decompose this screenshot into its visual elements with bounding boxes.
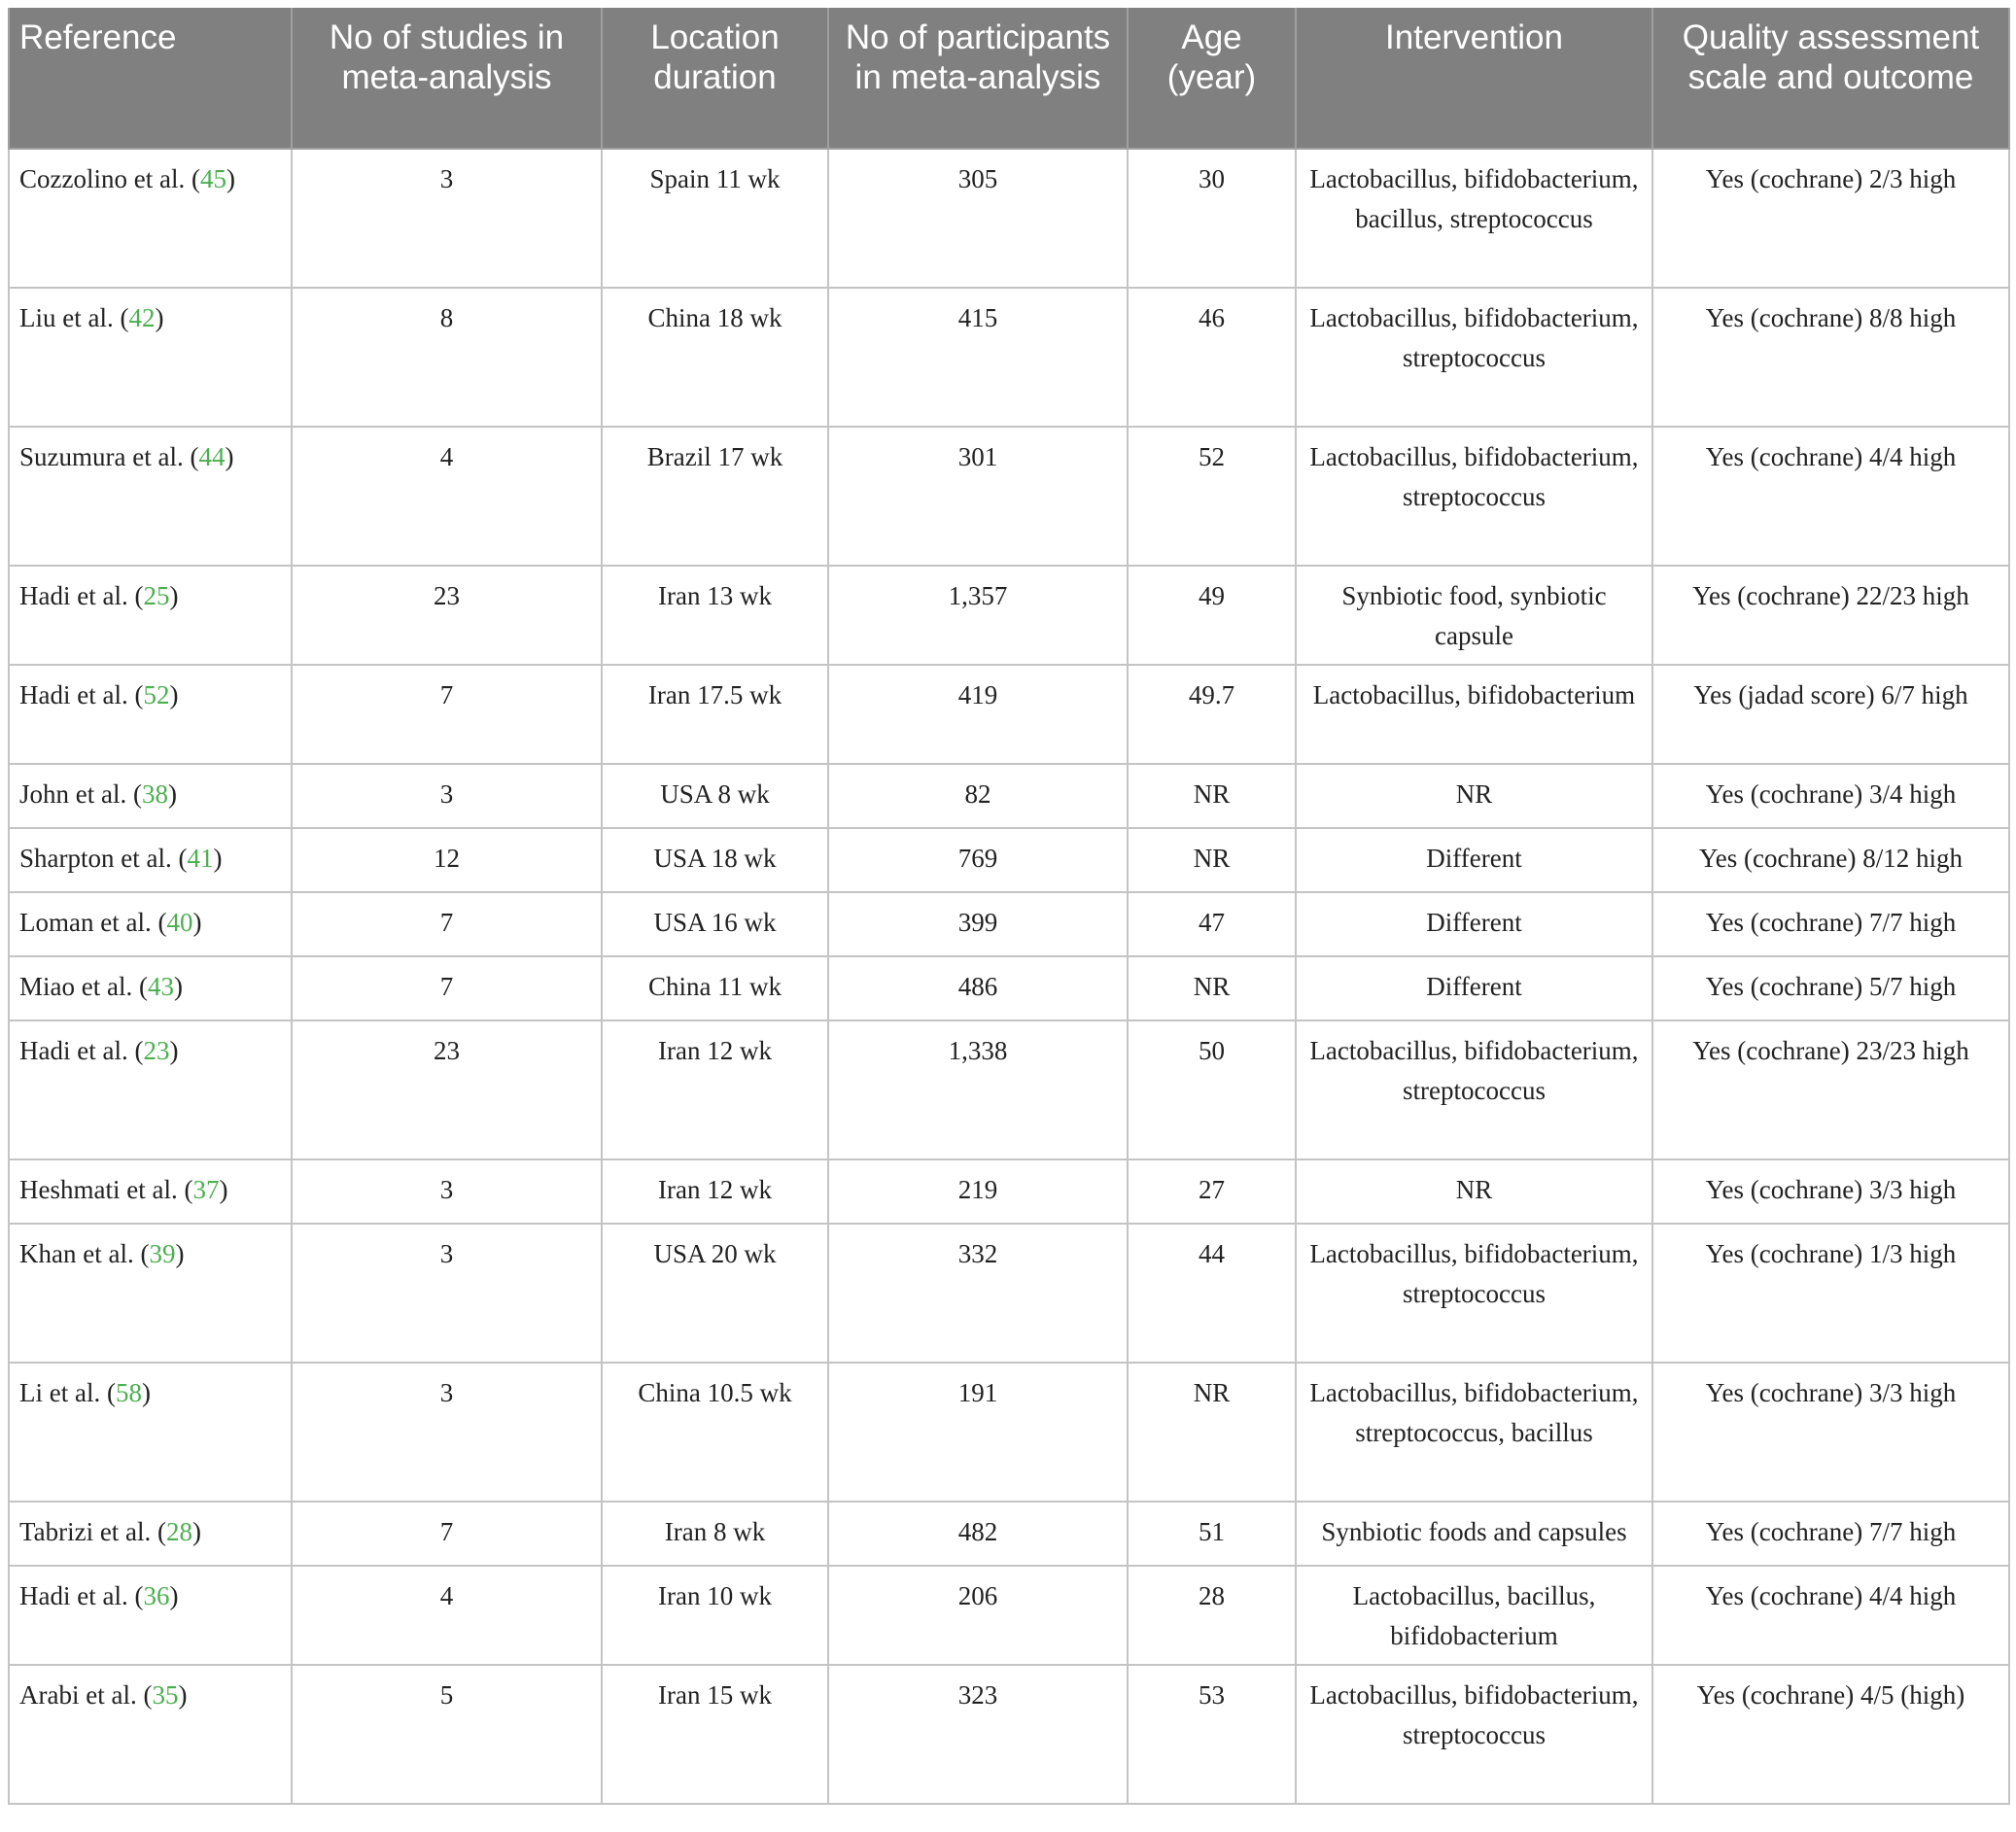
paren-open: ( (126, 779, 142, 809)
quality-cell: Yes (cochrane) 3/3 high (1652, 1363, 2009, 1502)
reference-cell (9, 1224, 292, 1363)
paren-open: ( (183, 442, 199, 471)
citation-link[interactable]: 43 (147, 972, 174, 1001)
location-cell: Iran 15 wk (602, 1665, 828, 1804)
table-body (9, 149, 2009, 1804)
paren-close: ) (155, 303, 164, 332)
table-row (9, 288, 2009, 427)
citation-link[interactable]: 36 (143, 1581, 170, 1610)
quality-cell: Yes (cochrane) 3/4 high (1652, 764, 2009, 828)
table-row (9, 956, 2009, 1020)
quality-cell: Yes (cochrane) 5/7 high (1652, 956, 2009, 1020)
age-cell: 53 (1128, 1665, 1296, 1804)
studies-cell: 8 (292, 288, 602, 427)
quality-cell: Yes (cochrane) 23/23 high (1652, 1020, 2009, 1159)
intervention-cell: Different (1296, 956, 1652, 1020)
participants-cell: 486 (828, 956, 1128, 1020)
quality-cell: Yes (cochrane) 4/4 high (1652, 1566, 2009, 1665)
table-row (9, 566, 2009, 665)
studies-cell: 3 (292, 1363, 602, 1502)
intervention-cell: NR (1296, 1159, 1652, 1224)
author-name: Liu et al. (19, 303, 114, 332)
citation-link[interactable]: 23 (143, 1036, 170, 1065)
intervention-cell: NR (1296, 764, 1652, 828)
intervention-cell: Lactobacillus, bifidobacterium, streptococcus, bacillus (1296, 1363, 1652, 1502)
paren-open: ( (113, 303, 129, 332)
paren-open: ( (132, 972, 148, 1001)
paren-close: ) (167, 779, 177, 809)
table-row (9, 427, 2009, 566)
header-location: Location duration (602, 8, 828, 149)
age-cell: 50 (1128, 1020, 1296, 1159)
quality-cell: Yes (cochrane) 7/7 high (1652, 1502, 2009, 1566)
studies-cell: 7 (292, 892, 602, 956)
reference-cell (9, 956, 292, 1020)
table-row (9, 1502, 2009, 1566)
author-name: Hadi et al. (19, 581, 128, 610)
reference-cell (9, 764, 292, 828)
table-row (9, 1566, 2009, 1665)
intervention-cell: Lactobacillus, bifidobacterium, streptococcus (1296, 1020, 1652, 1159)
intervention-cell: Lactobacillus, bifidobacterium, bacillus, streptococcus (1296, 149, 1652, 288)
intervention-cell: Lactobacillus, bifidobacterium, streptococcus (1296, 288, 1652, 427)
age-cell: NR (1128, 764, 1296, 828)
author-name: Loman et al. (19, 908, 152, 937)
paren-open: ( (177, 1175, 193, 1204)
quality-cell: Yes (cochrane) 7/7 high (1652, 892, 2009, 956)
reference-cell (9, 665, 292, 764)
quality-cell: Yes (cochrane) 1/3 high (1652, 1224, 2009, 1363)
studies-cell: 23 (292, 566, 602, 665)
citation-link[interactable]: 35 (152, 1680, 179, 1710)
studies-cell: 3 (292, 149, 602, 288)
paren-open: ( (127, 1036, 144, 1065)
citation-link[interactable]: 39 (149, 1239, 176, 1268)
header-intervention: Intervention (1296, 8, 1652, 149)
quality-cell: Yes (cochrane) 4/5 (high) (1652, 1665, 2009, 1804)
table-row (9, 764, 2009, 828)
paren-close: ) (213, 844, 223, 873)
location-cell: Iran 8 wk (602, 1502, 828, 1566)
reference-cell (9, 1665, 292, 1804)
paren-close: ) (173, 972, 183, 1001)
location-cell: China 10.5 wk (602, 1363, 828, 1502)
age-cell: 49 (1128, 566, 1296, 665)
reference-cell (9, 1020, 292, 1159)
table-row (9, 1020, 2009, 1159)
studies-cell: 5 (292, 1665, 602, 1804)
reference-cell (9, 1363, 292, 1502)
participants-cell: 415 (828, 288, 1128, 427)
studies-cell: 3 (292, 1224, 602, 1363)
age-cell: 30 (1128, 149, 1296, 288)
location-cell: Iran 10 wk (602, 1566, 828, 1665)
author-name: Sharpton et al. (19, 844, 172, 873)
reference-cell (9, 288, 292, 427)
participants-cell: 301 (828, 427, 1128, 566)
studies-cell: 4 (292, 427, 602, 566)
reference-cell (9, 427, 292, 566)
table-row (9, 1363, 2009, 1502)
location-cell: USA 20 wk (602, 1224, 828, 1363)
paren-close: ) (178, 1680, 188, 1710)
author-name: Cozzolino et al. (19, 164, 186, 193)
paren-open: ( (151, 908, 167, 937)
location-cell: China 18 wk (602, 288, 828, 427)
meta-analysis-table (8, 8, 2010, 1805)
table-row (9, 1224, 2009, 1363)
participants-cell: 206 (828, 1566, 1128, 1665)
quality-cell: Yes (cochrane) 8/12 high (1652, 828, 2009, 892)
author-name: Hadi et al. (19, 1581, 128, 1610)
intervention-cell: Lactobacillus, bifidobacterium, streptococcus (1296, 1224, 1652, 1363)
studies-cell: 4 (292, 1566, 602, 1665)
paren-close: ) (169, 680, 179, 709)
citation-link[interactable]: 28 (166, 1517, 193, 1546)
age-cell: NR (1128, 956, 1296, 1020)
studies-cell: 23 (292, 1020, 602, 1159)
paren-close: ) (192, 1517, 202, 1546)
quality-cell: Yes (cochrane) 2/3 high (1652, 149, 2009, 288)
header-participants: No of participants in meta-analysis (828, 8, 1128, 149)
table-row (9, 149, 2009, 288)
citation-link[interactable]: 41 (187, 844, 214, 873)
table-row (9, 892, 2009, 956)
location-cell: Iran 17.5 wk (602, 665, 828, 764)
intervention-cell: Lactobacillus, bifidobacterium (1296, 665, 1652, 764)
studies-cell: 12 (292, 828, 602, 892)
paren-open: ( (127, 1581, 144, 1610)
paren-close: ) (175, 1239, 185, 1268)
author-name: Hadi et al. (19, 1036, 128, 1065)
citation-link[interactable]: 45 (199, 164, 226, 193)
age-cell: NR (1128, 1363, 1296, 1502)
author-name: Khan et al. (19, 1239, 134, 1268)
paren-open: ( (151, 1517, 167, 1546)
paren-open: ( (133, 1239, 150, 1268)
reference-cell (9, 828, 292, 892)
quality-cell: Yes (cochrane) 8/8 high (1652, 288, 2009, 427)
author-name: Li et al. (19, 1378, 101, 1407)
reference-cell (9, 149, 292, 288)
reference-cell (9, 1502, 292, 1566)
reference-cell (9, 892, 292, 956)
paren-open: ( (100, 1378, 116, 1407)
header-row (9, 8, 2009, 149)
age-cell: 51 (1128, 1502, 1296, 1566)
paren-open: ( (136, 1680, 153, 1710)
age-cell: 28 (1128, 1566, 1296, 1665)
intervention-cell: Lactobacillus, bacillus, bifidobacterium (1296, 1566, 1652, 1665)
intervention-cell: Lactobacillus, bifidobacterium, streptococcus (1296, 427, 1652, 566)
location-cell: Iran 12 wk (602, 1020, 828, 1159)
paren-open: ( (171, 844, 188, 873)
participants-cell: 419 (828, 665, 1128, 764)
author-name: Heshmati et al. (19, 1175, 178, 1204)
age-cell: 27 (1128, 1159, 1296, 1224)
age-cell: 47 (1128, 892, 1296, 956)
participants-cell: 305 (828, 149, 1128, 288)
intervention-cell: Synbiotic food, synbiotic capsule (1296, 566, 1652, 665)
table-row (9, 1665, 2009, 1804)
table-row (9, 828, 2009, 892)
participants-cell: 82 (828, 764, 1128, 828)
age-cell: 52 (1128, 427, 1296, 566)
age-cell: 49.7 (1128, 665, 1296, 764)
author-name: John et al. (19, 779, 127, 809)
citation-link[interactable]: 58 (115, 1378, 142, 1407)
quality-cell: Yes (cochrane) 4/4 high (1652, 427, 2009, 566)
table-row (9, 1159, 2009, 1224)
location-cell: Brazil 17 wk (602, 427, 828, 566)
quality-cell: Yes (cochrane) 3/3 high (1652, 1159, 2009, 1224)
age-cell: NR (1128, 828, 1296, 892)
citation-link[interactable]: 44 (198, 442, 226, 471)
location-cell: USA 18 wk (602, 828, 828, 892)
citation-link[interactable]: 42 (128, 303, 156, 332)
intervention-cell: Different (1296, 828, 1652, 892)
paren-close: ) (192, 908, 202, 937)
citation-link[interactable]: 38 (141, 779, 168, 809)
reference-cell (9, 1566, 292, 1665)
header-age: Age (year) (1128, 8, 1296, 149)
citation-link[interactable]: 25 (143, 581, 170, 610)
participants-cell: 1,357 (828, 566, 1128, 665)
participants-cell: 482 (828, 1502, 1128, 1566)
header-quality: Quality assessment scale and outcome (1652, 8, 2009, 149)
participants-cell: 323 (828, 1665, 1128, 1804)
author-name: Hadi et al. (19, 680, 128, 709)
participants-cell: 332 (828, 1224, 1128, 1363)
paren-open: ( (127, 581, 144, 610)
studies-cell: 3 (292, 1159, 602, 1224)
location-cell: Iran 12 wk (602, 1159, 828, 1224)
participants-cell: 1,338 (828, 1020, 1128, 1159)
paren-close: ) (225, 442, 234, 471)
quality-cell: Yes (cochrane) 22/23 high (1652, 566, 2009, 665)
table-row (9, 665, 2009, 764)
intervention-cell: Synbiotic foods and capsules (1296, 1502, 1652, 1566)
paren-close: ) (219, 1175, 228, 1204)
citation-link[interactable]: 40 (166, 908, 193, 937)
author-name: Suzumura et al. (19, 442, 184, 471)
paren-close: ) (169, 1581, 179, 1610)
author-name: Tabrizi et al. (19, 1517, 152, 1546)
intervention-cell: Different (1296, 892, 1652, 956)
paren-close: ) (169, 1036, 179, 1065)
reference-cell (9, 1159, 292, 1224)
header-reference: Reference (9, 8, 292, 149)
participants-cell: 399 (828, 892, 1128, 956)
paren-close: ) (226, 164, 235, 193)
paren-open: ( (185, 164, 200, 193)
paren-close: ) (169, 581, 179, 610)
studies-cell: 7 (292, 1502, 602, 1566)
location-cell: USA 16 wk (602, 892, 828, 956)
location-cell: China 11 wk (602, 956, 828, 1020)
author-name: Arabi et al. (19, 1680, 137, 1710)
studies-cell: 7 (292, 956, 602, 1020)
citation-link[interactable]: 37 (192, 1175, 220, 1204)
intervention-cell: Lactobacillus, bifidobacterium, streptococcus (1296, 1665, 1652, 1804)
participants-cell: 769 (828, 828, 1128, 892)
reference-cell (9, 566, 292, 665)
participants-cell: 191 (828, 1363, 1128, 1502)
studies-cell: 3 (292, 764, 602, 828)
location-cell: Iran 13 wk (602, 566, 828, 665)
participants-cell: 219 (828, 1159, 1128, 1224)
citation-link[interactable]: 52 (143, 680, 170, 709)
header-studies: No of studies in meta-analysis (292, 8, 602, 149)
age-cell: 46 (1128, 288, 1296, 427)
location-cell: Spain 11 wk (602, 149, 828, 288)
studies-cell: 7 (292, 665, 602, 764)
location-cell: USA 8 wk (602, 764, 828, 828)
quality-cell: Yes (jadad score) 6/7 high (1652, 665, 2009, 764)
age-cell: 44 (1128, 1224, 1296, 1363)
paren-close: ) (141, 1378, 151, 1407)
paren-open: ( (127, 680, 144, 709)
author-name: Miao et al. (19, 972, 133, 1001)
